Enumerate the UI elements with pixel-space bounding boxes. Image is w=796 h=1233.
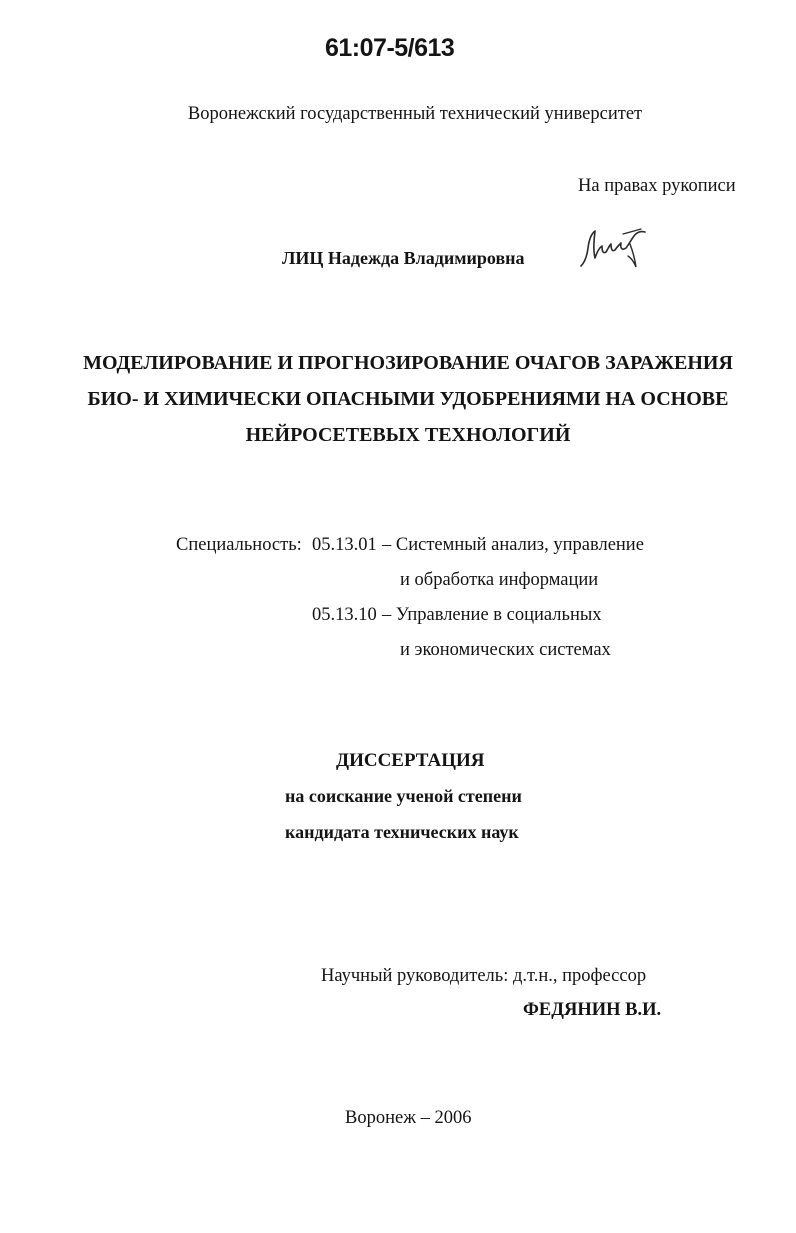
advisor-name: ФЕДЯНИН В.И.	[523, 1000, 662, 1020]
catalog-code: 61:07-5/613	[325, 34, 455, 62]
advisor-label: Научный руководитель: д.т.н., профессор	[321, 966, 647, 986]
author-signature	[575, 222, 655, 272]
title-line-1: МОДЕЛИРОВАНИЕ И ПРОГНОЗИРОВАНИЕ ОЧАГОВ ЗАРАЖЕНИЯ	[83, 352, 733, 374]
manuscript-rights-note: На правах рукописи	[578, 176, 736, 196]
degree-line-1: на соискание ученой степени	[285, 786, 522, 806]
university-name: Воронежский государственный технический университет	[187, 104, 643, 124]
specialty-desc-2-line-2: и экономических системах	[400, 640, 611, 660]
specialty-desc-2-line-1: – Управление в социальных	[382, 605, 602, 625]
specialty-desc-1-line-1: – Системный анализ, управление	[382, 535, 644, 555]
specialty-code-2: 05.13.10	[312, 605, 377, 625]
dissertation-title	[40, 345, 776, 453]
specialty-desc-1-line-2: и обработка информации	[400, 570, 599, 590]
city-year: Воронеж – 2006	[345, 1108, 472, 1128]
degree-line-2: кандидата технических наук	[285, 822, 519, 842]
title-line-3: НЕЙРОСЕТЕВЫХ ТЕХНОЛОГИЙ	[245, 424, 571, 446]
title-line-2: БИО- И ХИМИЧЕСКИ ОПАСНЫМИ УДОБРЕНИЯМИ НА ОСНОВЕ	[87, 388, 729, 410]
author-name: ЛИЦ Надежда Владимировна	[282, 248, 525, 268]
dissertation-heading: ДИССЕРТАЦИЯ	[336, 750, 485, 771]
specialty-label: Специальность:	[176, 535, 302, 555]
specialty-code-1: 05.13.01	[312, 535, 377, 555]
